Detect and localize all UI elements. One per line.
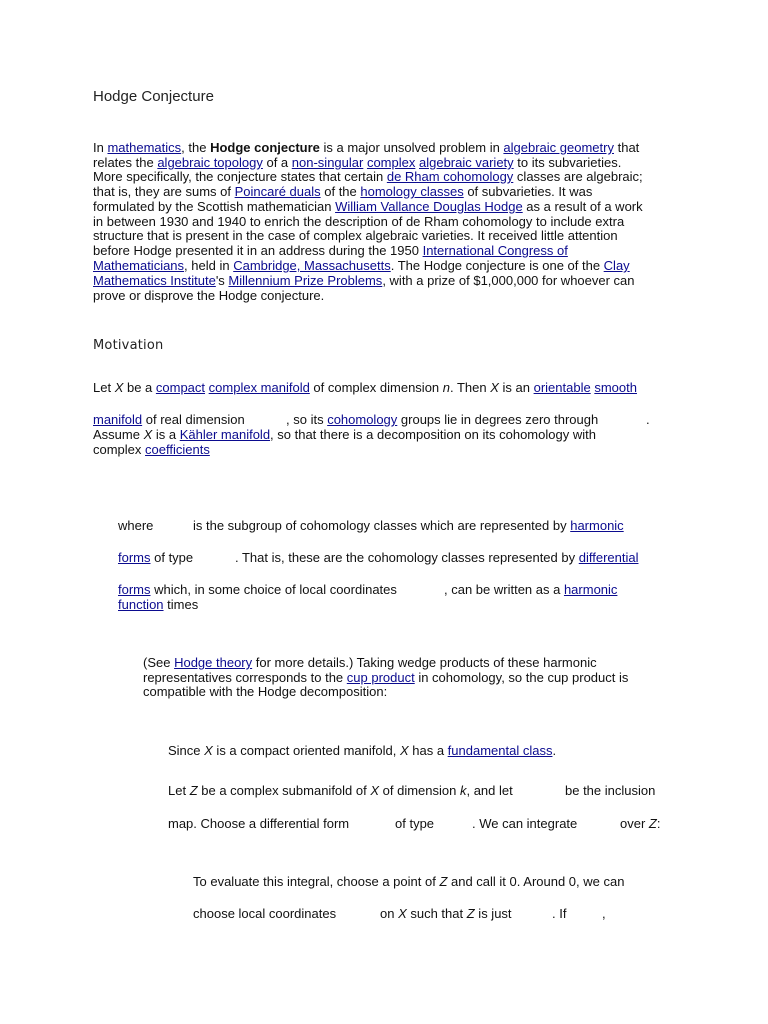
text: Let — [93, 380, 115, 395]
since-line-3d — [620, 816, 660, 831]
link-algebraic-topology[interactable]: algebraic topology — [157, 155, 263, 170]
intro-line-6: in between 1930 and 1940 to enrich the description of de Rham cohomology to include extra — [93, 214, 625, 229]
link-smooth[interactable]: smooth — [594, 380, 637, 395]
link-forms-2[interactable]: forms — [118, 582, 151, 597]
text: To evaluate this integral, choose a point of — [193, 874, 440, 889]
link-millennium-prize[interactable]: Millennium Prize Problems — [228, 273, 383, 288]
intro-line-3 — [93, 169, 643, 184]
text: Assume — [93, 427, 144, 442]
text: , with a prize of $1,000,000 for whoever can — [382, 273, 635, 288]
text: of a — [262, 155, 292, 170]
math-var: Z — [466, 906, 475, 921]
link-icm[interactable]: International Congress of — [422, 243, 568, 258]
link-harmonic[interactable]: harmonic — [570, 518, 624, 533]
link-complex[interactable]: complex — [366, 155, 416, 170]
text: Since — [168, 743, 205, 758]
motivation-line-2b — [286, 412, 598, 427]
text: , can be written as a — [444, 582, 564, 597]
intro-line-11: prove or disprove the Hodge conjecture. — [93, 288, 325, 303]
see-line-2 — [143, 670, 628, 685]
text: times — [163, 597, 199, 612]
since-line-3a: map. Choose a differential form — [168, 816, 350, 831]
text: for more details.) Taking wedge products of these harmonic — [252, 655, 597, 670]
text: : — [656, 816, 661, 831]
math-var: X — [370, 783, 380, 798]
link-clay[interactable]: Clay — [603, 258, 630, 273]
math-var: Z — [648, 816, 657, 831]
text: , held in — [184, 258, 234, 273]
text: (See — [143, 655, 175, 670]
text: . The Hodge conjecture is one of the — [390, 258, 604, 273]
intro-line-1 — [93, 140, 639, 155]
evaluate-line-2a: choose local coordinates — [193, 906, 337, 921]
where-line-3b — [444, 582, 617, 597]
intro-line-9 — [93, 258, 630, 273]
link-de-rham-cohomology[interactable]: de Rham cohomology — [386, 169, 514, 184]
link-homology-classes[interactable]: homology classes — [360, 184, 464, 199]
link-forms[interactable]: forms — [118, 550, 151, 565]
text: More specifically, the conjecture states that certain — [93, 169, 387, 184]
link-algebraic-variety[interactable]: algebraic variety — [419, 155, 514, 170]
text: . Then — [450, 380, 491, 395]
link-differential[interactable]: differential — [578, 550, 639, 565]
text: is a — [152, 427, 180, 442]
see-line-3: compatible with the Hodge decomposition: — [143, 684, 388, 699]
math-var: X — [490, 380, 499, 395]
link-algebraic-geometry[interactable]: algebraic geometry — [503, 140, 614, 155]
text: of dimension — [379, 783, 460, 798]
text: , and let — [466, 783, 513, 798]
where-line-3a — [118, 582, 397, 597]
text: groups lie in degrees zero through — [397, 412, 599, 427]
text: is an — [498, 380, 534, 395]
link-kahler-manifold[interactable]: Kähler manifold — [179, 427, 271, 442]
where-line-4 — [118, 597, 198, 612]
intro-line-8 — [93, 243, 568, 258]
text: of subvarieties. It was — [463, 184, 593, 199]
text: representatives corresponds to the — [143, 670, 347, 685]
text: of real dimension — [142, 412, 245, 427]
text: over — [620, 816, 649, 831]
intro-line-4 — [93, 184, 592, 199]
page-title: Hodge Conjecture — [93, 88, 214, 105]
where-line-2a — [118, 550, 193, 565]
link-orientable[interactable]: orientable — [533, 380, 591, 395]
text: be a complex submanifold of — [197, 783, 371, 798]
since-line-2b: be the inclusion — [565, 783, 656, 798]
evaluate-line-2d: , — [602, 906, 606, 921]
text: complex — [93, 442, 146, 457]
text: has a — [408, 743, 448, 758]
link-mathematics-institute[interactable]: Mathematics Institute — [93, 273, 216, 288]
link-coefficients[interactable]: coefficients — [145, 442, 210, 457]
motivation-line-2 — [93, 412, 245, 427]
link-cup-product[interactable]: cup product — [346, 670, 415, 685]
text: classes are algebraic; — [513, 169, 643, 184]
math-var: Z — [189, 783, 198, 798]
math-var: Z — [439, 874, 448, 889]
bold-term: Hodge conjecture — [210, 140, 320, 155]
link-compact[interactable]: compact — [155, 380, 206, 395]
math-var: X — [114, 380, 124, 395]
text: 's — [215, 273, 229, 288]
math-var: n — [442, 380, 450, 395]
text: , so its — [286, 412, 328, 427]
link-non-singular[interactable]: non-singular — [291, 155, 364, 170]
math-var: k — [459, 783, 467, 798]
link-fundamental-class[interactable]: fundamental class — [447, 743, 553, 758]
text: is a compact oriented manifold, — [212, 743, 400, 758]
evaluate-line-2c: . If — [552, 906, 567, 921]
text: as a result of a work — [522, 199, 643, 214]
text: is the subgroup of cohomology classes which are represented by — [193, 518, 571, 533]
link-cohomology[interactable]: cohomology — [327, 412, 398, 427]
text: and call it 0. Around 0, we can — [447, 874, 625, 889]
section-heading: Motivation — [93, 338, 164, 353]
text: before Hodge presented it in an address during the 1950 — [93, 243, 423, 258]
where-line-1b — [193, 518, 624, 533]
math-var: X — [398, 906, 407, 921]
text: of complex dimension — [309, 380, 443, 395]
intro-line-10 — [93, 273, 635, 288]
text: that — [613, 140, 640, 155]
link-mathematics[interactable]: mathematics — [107, 140, 182, 155]
text: such that — [406, 906, 467, 921]
link-hodge-theory[interactable]: Hodge theory — [174, 655, 253, 670]
text: Let — [168, 783, 190, 798]
text: , so that there is a decomposition on its cohomology with — [270, 427, 596, 442]
text: relates the — [93, 155, 158, 170]
link-harmonic-2[interactable]: harmonic — [563, 582, 618, 597]
where-line-2b — [235, 550, 638, 565]
link-manifold[interactable]: manifold — [93, 412, 143, 427]
intro-line-5 — [93, 199, 643, 214]
text: , the — [181, 140, 211, 155]
text: of type — [150, 550, 194, 565]
text: to its subvarieties. — [513, 155, 622, 170]
text: on — [380, 906, 399, 921]
link-william-hodge[interactable]: William Vallance Douglas Hodge — [335, 199, 523, 214]
text: which, in some choice of local coordinates — [150, 582, 397, 597]
intro-line-7: structure that is present in the case of complex algebraic varieties. It received little attention — [93, 228, 618, 243]
motivation-line-4 — [93, 442, 210, 457]
link-cambridge[interactable]: Cambridge, Massachusetts — [233, 258, 391, 273]
text: In — [93, 140, 108, 155]
text: of the — [320, 184, 361, 199]
math-var: X — [143, 427, 153, 442]
motivation-line-2c: . — [646, 412, 650, 427]
since-line-3b: of type — [395, 816, 435, 831]
motivation-line-1 — [93, 380, 637, 395]
text: in cohomology, so the cup product is — [414, 670, 629, 685]
text: . — [552, 743, 557, 758]
see-line-1 — [143, 655, 597, 670]
link-function[interactable]: function — [118, 597, 164, 612]
evaluate-line-1 — [193, 874, 624, 889]
text: be a — [123, 380, 156, 395]
since-line-2a — [168, 783, 513, 798]
since-line-1 — [168, 743, 556, 758]
link-mathematicians[interactable]: Mathematicians — [93, 258, 185, 273]
math-var: X — [204, 743, 213, 758]
since-line-3c: . We can integrate — [472, 816, 578, 831]
math-var: X — [399, 743, 409, 758]
where-line-1a: where — [118, 518, 154, 533]
intro-line-2 — [93, 155, 621, 170]
text: . That is, these are the cohomology classes represented by — [235, 550, 579, 565]
link-poincare-duals[interactable]: Poincaré duals — [234, 184, 321, 199]
motivation-line-3 — [93, 427, 596, 442]
evaluate-line-2b — [380, 906, 512, 921]
link-complex-manifold[interactable]: complex manifold — [208, 380, 310, 395]
text: is a major unsolved problem in — [319, 140, 504, 155]
text: formulated by the Scottish mathematician — [93, 199, 336, 214]
text: is just — [474, 906, 512, 921]
text: that is, they are sums of — [93, 184, 235, 199]
